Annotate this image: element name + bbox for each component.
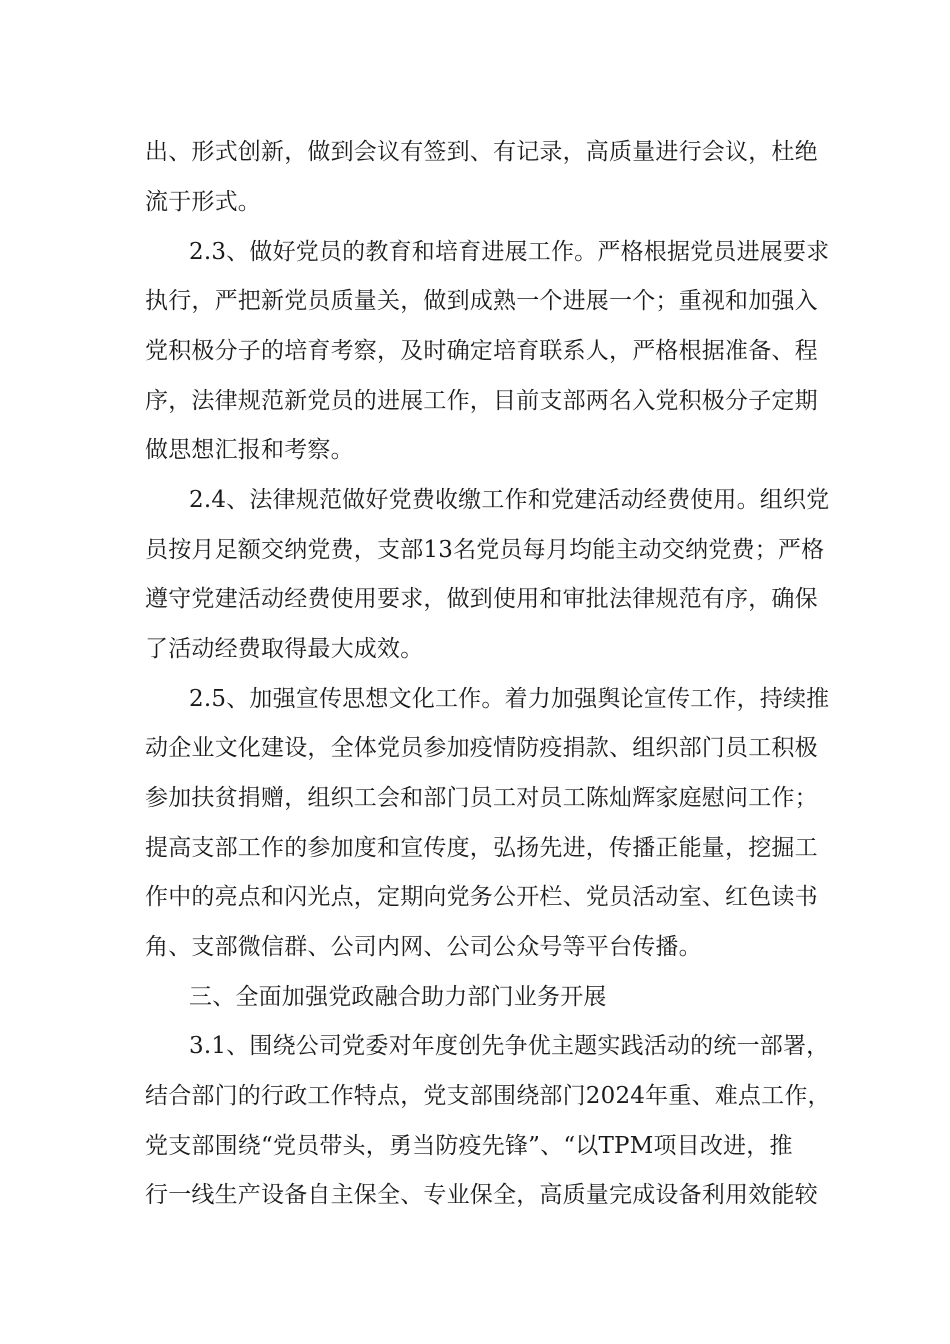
text-line: 党积极分子的培育考察，及时确定培育联系人，严格根据准备、程 (145, 338, 818, 364)
text-line: 出、形式创新，做到会议有签到、有记录，高质量进行会议，杜绝 (145, 139, 818, 165)
text-line: 行一线生产设备自主保全、专业保全，高质量完成设备利用效能较 (145, 1182, 818, 1208)
text-line: 了活动经费取得最大成效。 (145, 636, 424, 662)
text-line: 参加扶贫捐赠，组织工会和部门员工对员工陈灿辉家庭慰问工作； (145, 785, 818, 811)
text-line: 序，法律规范新党员的进展工作，目前支部两名入党积极分子定期 (145, 388, 818, 414)
section-heading: 三、全面加强党政融合助力部门业务开展 (189, 984, 607, 1010)
text-line: 角、支部微信群、公司内网、公司公众号等平台传播。 (145, 934, 702, 960)
text-line: 执行，严把新党员质量关，做到成熟一个进展一个；重视和加强入 (145, 288, 818, 314)
text-line: 遵守党建活动经费使用要求，做到使用和审批法律规范有序，确保 (145, 586, 818, 612)
text-line: 提高支部工作的参加度和宣传度，弘扬先进，传播正能量，挖掘工 (145, 835, 818, 861)
text-line: 2.4、法律规范做好党费收缴工作和党建活动经费使用。组织党 (189, 487, 830, 513)
text-line: 动企业文化建设，全体党员参加疫情防疫捐款、组织部门员工积极 (145, 735, 818, 761)
text-line: 2.3、做好党员的教育和培育进展工作。严格根据党员进展要求 (189, 239, 830, 265)
text-line: 流于形式。 (145, 189, 261, 215)
text-line: 做思想汇报和考察。 (145, 437, 354, 463)
text-line: 2.5、加强宣传思想文化工作。着力加强舆论宣传工作，持续推 (189, 686, 830, 712)
text-line: 3.1、围绕公司党委对年度创先争优主题实践活动的统一部署， (189, 1033, 830, 1059)
text-line: 员按月足额交纳党费，支部13名党员每月均能主动交纳党费；严格 (145, 537, 825, 563)
text-line: 结合部门的行政工作特点，党支部围绕部门2024年重、难点工作， (145, 1083, 831, 1109)
text-line: 作中的亮点和闪光点，定期向党务公开栏、党员活动室、红色读书 (145, 884, 818, 910)
text-line: 党支部围绕“党员带头，勇当防疫先锋”、“以TPM项目改进，推 (145, 1133, 793, 1159)
